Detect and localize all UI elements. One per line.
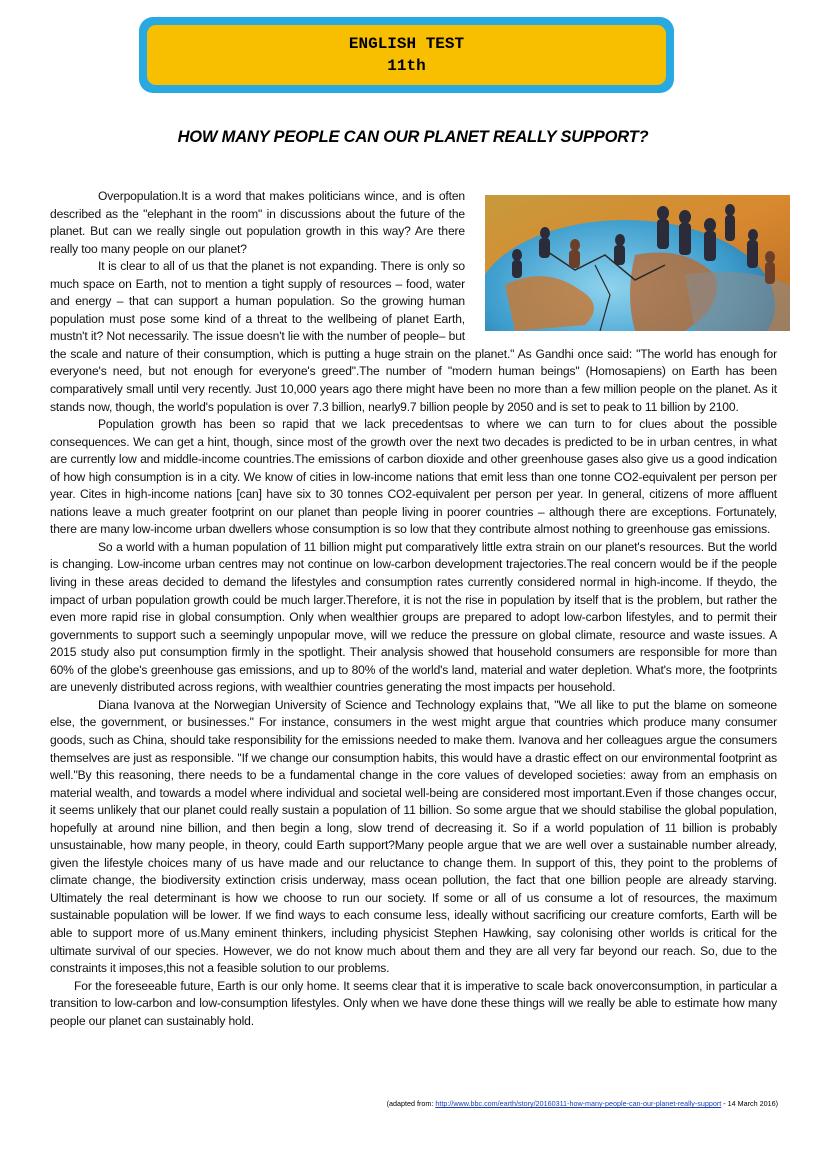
paragraph-4: So a world with a human population of 11 billion might put comparatively little extra strain on our planet's resources. But the world is changing. Low-income urban centres may not continue on low-carbon development trajectories.The real concern would be if the people living in these areas decided to demand the lifestyles and consumption rates currently considered normal in high-income. If theydo, the impact of urban population growth could be much larger.Therefore, it is not the rise in population by itself that is the problem, but rather the even more rapid rise in global consumption. Only when wealthier groups are prepared to adopt low-carbon lifestyles, and to permit their governments to support such a seemingly unpopular move, will we reduce the pressure on global climate, resource and waste issues. A 2015 study also put consumption firmly in the spotlight. Their analysis showed that household consumers are responsible for more than 60% of the globe's greenhouse gas emissions, and up to 80% of the world's land, material and water depletion. What's more, the footprints are unevenly distributed across regions, with wealthier countries generating the most impacts per household. xyxy=(50,539,777,695)
source-citation xyxy=(387,1099,778,1108)
paragraph-5: Diana Ivanova at the Norwegian University of Science and Technology explains that, "We all like to put the blame on someone else, the government, or businesses." For instance, consumers in the west might argue that countries which produce many consumer goods, such as China, should take responsibility for the emissions needed to make them. Ivanova and her colleagues argue the consumers themselves are just as responsible. "If we change our consumption habits, this would have a drastic effect on our environmental footprint as well."By this reasoning, there needs to be a fundamental change in the core values of developed societies: away from an emphasis on material wealth, and towards a model where individual and societal well-being are considered most important.Even if those changes occur, it seems unlikely that our planet could really sustain a population of 11 billion. So some argue that we should stabilise the global population, hopefully at around nine billion, and then begin a long, slow trend of decreasing it. So if a world population of 11 billion is probably unsustainable, how many people, in theory, could Earth support?Many people argue that we are well over a sustainable number already, given the lifestyle choices many of us have made and our reluctance to change them. In support of this, they point to the problems of climate change, the biodiversity extinction crisis underway, mass ocean pollution, the fact that one billion people are already starving. Ultimately the real determinant is how we choose to run our society. If some or all of us consume a lot of resources, the maximum sustainable population will be lower. If we find ways to each consume less, ideally without sacrificing our creature comforts, Earth will be able to support more of us.Many eminent thinkers, including physicist Stephen Hawking, say colonising other worlds is critical for the ultimate survival of our species. However, we do not know much about them and they are all very far beyond our reach. So, due to the constraints it imposes,this not a feasible solution to our problems. xyxy=(50,697,777,976)
paragraph-6: For the foreseeable future, Earth is our only home. It seems clear that it is imperative to scale back onoverconsumption, in particular a transition to low-carbon and low-consumption lifestyles. Only when we have done these things will we really be able to estimate how many people our planet can sustainably hold. xyxy=(50,978,777,1028)
paragraph-3: Population growth has been so rapid that we lack precedentsas to where we can turn to for clues about the possible consequences. We can get a hint, though, since most of the growth over the next two decades is predicted to be in urban centres, in what are currently low and middle-income countries.The emissions of carbon dioxide and other greenhouse gases also give us a good indication of how high consumption is in a city. We know of cities in low-income nations that emit less than one tonne CO2-equivalent per person per year. Cites in high-income nations [can] have six to 30 tonnes CO2-equivalent per person per year. In general, citizens of more affluent nations leave a much greater footprint on our planet than people living in poorer countries – although there are exceptions. Fortunately, there are many low-income urban dwellers whose consumption is so low that they contribute almost nothing to greenhouse gas emissions. xyxy=(50,417,777,537)
paragraph-2: It is clear to all of us that the planet is not expanding. There is only so much space on Earth, not to mention a tight supply of resources – food, water and energy – that can support a human population. So the growing human population must pose some kind of a threat to the wellbeing of planet Earth, mustn't it? Not necessarily. The issue doesn't lie with the number of people– but the scale and nature of their consumption, which is putting a huge strain on the planet." As Gandhi once said: "The world has enough for everyone's need, but not enough for everyone's greed".The number of "modern human beings" (Homosapiens) on Earth has been comparatively small until very recently. Just 10,000 years ago there might have been no more than a few million people on the planet. As it stands now, though, the world's population is over 7.3 billion, nearly9.7 billion people by 2050 and is set to peak to 11 billion by 2100. xyxy=(50,259,777,414)
image-float-spacer xyxy=(477,188,777,338)
article-title: HOW MANY PEOPLE CAN OUR PLANET REALLY SUPPORT? xyxy=(177,128,649,146)
source-prefix: (adapted from: xyxy=(386,1099,436,1108)
source-suffix: - 14 March 2016) xyxy=(721,1099,778,1108)
test-title: ENGLISH TEST xyxy=(348,35,465,53)
article-body xyxy=(50,188,777,1030)
paragraph-1: Overpopulation.It is a word that makes politicians wince, and is often described as the "elephant in the room" in discussions about the future of the planet. But can we really single out population growth in this way? Are there really too many people on our planet? xyxy=(50,189,465,256)
header-banner xyxy=(139,17,674,93)
source-link[interactable]: http://www.bbc.com/earth/story/20160311-how-many-people-can-our-planet-really-support xyxy=(435,1099,722,1108)
grade-label: 11th xyxy=(387,57,426,75)
header-inner xyxy=(147,25,666,85)
